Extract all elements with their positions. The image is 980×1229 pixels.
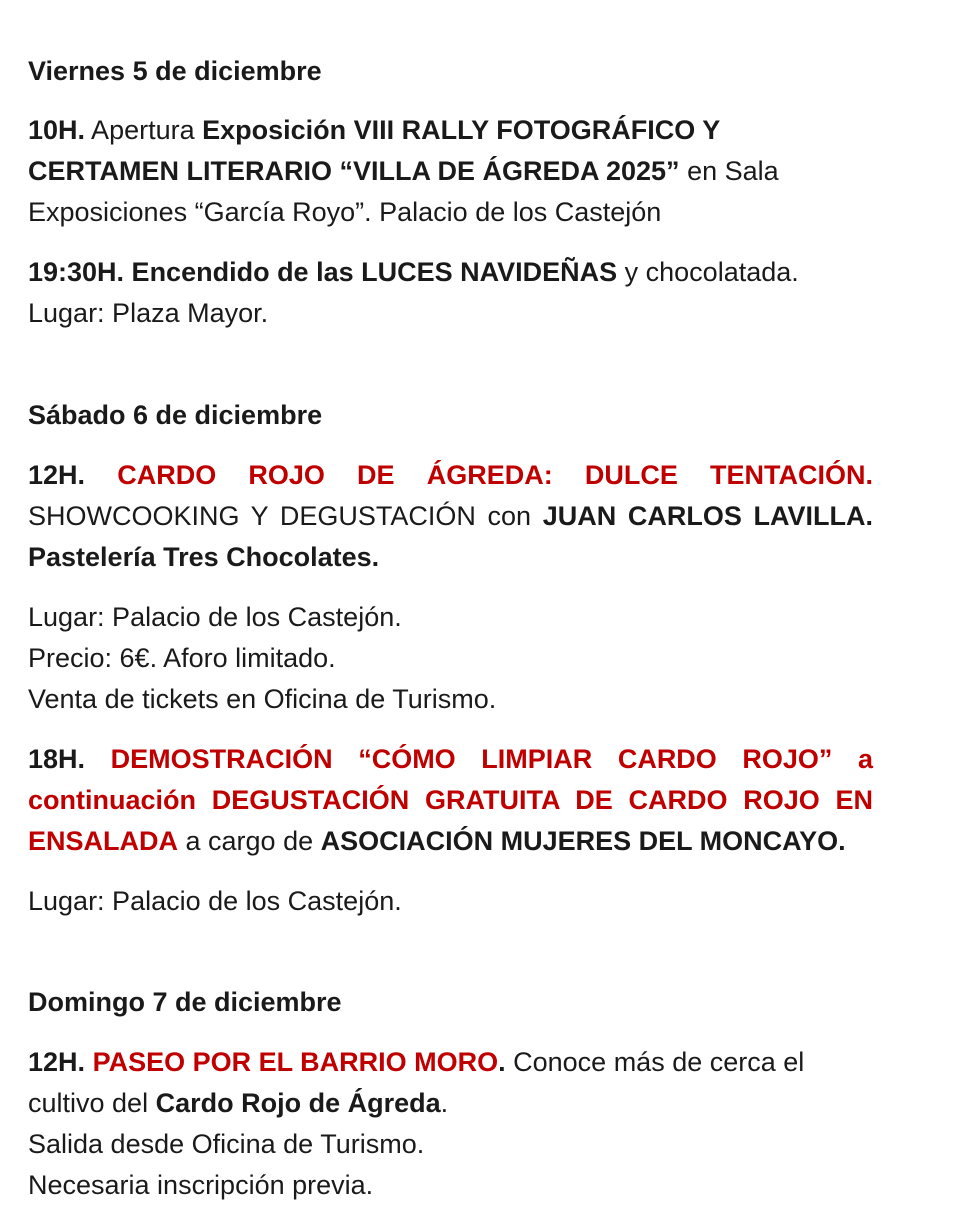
event-text: y chocolatada. (617, 257, 799, 287)
event-title-red: DEMOSTRACIÓN “CÓMO LIMPIAR CARDO ROJO” a continuación (28, 744, 873, 815)
event-place: Lugar: Palacio de los Castejón. (28, 886, 402, 916)
event-friday-lights (28, 252, 873, 334)
event-place: Lugar: Palacio de los Castejón. (28, 602, 402, 632)
event-text: Apertura (85, 115, 203, 145)
event-saturday-details (28, 597, 873, 720)
event-signup: Necesaria inscripción previa. (28, 1170, 374, 1200)
event-bakery: Pastelería Tres Chocolates. (28, 542, 380, 572)
event-chef: JUAN CARLOS LAVILLA. (542, 501, 874, 531)
event-product: Cardo Rojo de Ágreda (155, 1088, 441, 1118)
event-friday-exhibition (28, 110, 873, 233)
event-text: en Sala Exposiciones “García Royo”. Palacio de los Castejón (28, 156, 779, 227)
event-title: 19:30H. Encendido de las LUCES NAVIDEÑAS (28, 257, 618, 287)
event-tickets: Venta de tickets en Oficina de Turismo. (28, 684, 497, 714)
event-text: SHOWCOOKING Y DEGUSTACIÓN con (28, 501, 543, 531)
day-heading-text: Domingo 7 de diciembre (28, 987, 342, 1017)
event-price: Precio: 6€. Aforo limitado. (28, 643, 336, 673)
day-heading-sunday (28, 982, 873, 1023)
event-title-dot: . (498, 1047, 506, 1077)
event-time: 12H. (28, 1047, 86, 1077)
event-time: 10H. (28, 115, 86, 145)
event-text: Conoce más de cerca el cultivo del (28, 1047, 805, 1118)
day-heading-saturday (28, 395, 873, 436)
event-saturday-showcooking (28, 455, 873, 578)
event-place: Lugar: Plaza Mayor. (28, 298, 269, 328)
event-saturday-demo-place (28, 881, 873, 922)
event-title-red: CARDO ROJO DE ÁGREDA: DULCE TENTACIÓN. (117, 460, 873, 490)
event-time: 12H. (28, 460, 86, 490)
event-time: 18H. (28, 744, 86, 774)
event-text: a cargo de (178, 826, 321, 856)
day-heading-text: Viernes 5 de diciembre (28, 56, 322, 86)
day-heading-friday (28, 51, 873, 92)
event-text: . (440, 1088, 449, 1118)
event-title-red: DEGUSTACIÓN GRATUITA DE CARDO ROJO EN ENSALADA (28, 785, 873, 856)
event-sunday-walk (28, 1042, 873, 1206)
event-saturday-demo (28, 739, 873, 862)
event-title-red: PASEO POR EL BARRIO MORO (92, 1047, 499, 1077)
event-organizer: ASOCIACIÓN MUJERES DEL MONCAYO. (320, 826, 846, 856)
event-title: Exposición VIII RALLY FOTOGRÁFICO Y CERTAMEN LITERARIO “VILLA DE ÁGREDA 2025” (28, 115, 720, 186)
day-heading-text: Sábado 6 de diciembre (28, 400, 323, 430)
event-start: Salida desde Oficina de Turismo. (28, 1129, 425, 1159)
